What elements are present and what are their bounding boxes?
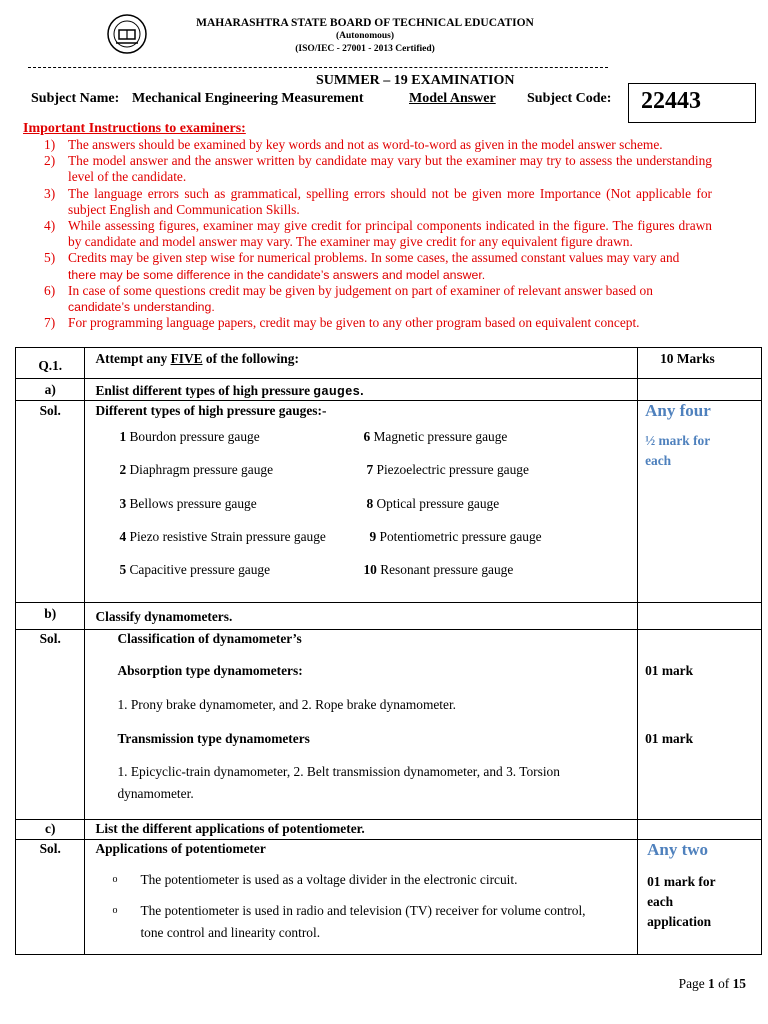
- bullet-icon: o: [112, 874, 118, 885]
- subject-code-value: 22443: [641, 88, 701, 114]
- subject-code-label: Subject Code:: [527, 91, 612, 106]
- subject-code-box: [628, 83, 756, 123]
- gauge-item: 4 Piezo resistive Strain pressure gauge: [119, 529, 326, 544]
- page-number: Page 1 of 15: [678, 976, 746, 991]
- gauge-item: 7 Piezoelectric pressure gauge: [366, 462, 529, 477]
- qa-sol-heading: Different types of high pressure gauges:-: [95, 403, 327, 418]
- subject-name-label: Subject Name:: [31, 91, 120, 106]
- qb-marks: 01 mark 01 mark: [638, 630, 762, 820]
- qa-marks: Any four ½ mark for each: [638, 401, 762, 603]
- instruction-item: 3) The language errors such as grammatical, spelling errors should not be given more Importance (Not applicable for subject English and Communication Skills.: [44, 185, 712, 217]
- subject-name-value: Mechanical Engineering Measurement: [132, 91, 364, 106]
- gauge-item: 9 Potentiometric pressure gauge: [369, 529, 542, 544]
- gauge-item: 8 Optical pressure gauge: [366, 496, 500, 511]
- gauge-item: 2 Diaphragm pressure gauge: [119, 462, 274, 477]
- board-name: MAHARASHTRA STATE BOARD OF TECHNICAL EDUCATION: [196, 17, 534, 29]
- q1-marks: 10 Marks: [638, 348, 762, 379]
- qc-question: List the different applications of potentiometer.: [85, 820, 638, 840]
- table-row: [16, 379, 762, 401]
- table-row: [16, 820, 762, 840]
- header-rule: [28, 67, 608, 68]
- instructions-heading: Important Instructions to examiners:: [23, 121, 246, 136]
- table-row: [16, 840, 762, 955]
- msbte-logo: [106, 13, 148, 55]
- gauge-item: 10 Resonant pressure gauge: [363, 562, 514, 577]
- model-answer-label: Model Answer: [409, 91, 496, 106]
- qc-solution: Applications of potentiometer o The potentiometer is used as a voltage divider in the electronic circuit. o The potentiometer is used in radio and television (TV) receiver for volume control, tone control and linearity control.: [85, 840, 638, 955]
- gauge-item: 3 Bellows pressure gauge: [119, 496, 257, 511]
- q1-instruction: Attempt any FIVE of the following:: [85, 348, 638, 379]
- qa-question: Enlist different types of high pressure gauges.: [85, 379, 638, 401]
- q1-label: Q.1.: [16, 348, 85, 379]
- board-certified: (ISO/IEC - 27001 - 2013 Certified): [295, 44, 435, 54]
- qc-label: c): [16, 820, 85, 840]
- qa-sol-label: Sol.: [16, 401, 85, 603]
- qb-sol-label: Sol.: [16, 630, 85, 820]
- instruction-item: 6) In case of some questions credit may be given by judgement on part of examiner of relevant answer based on candidate’s understanding.: [44, 282, 653, 315]
- qb-question: Classify dynamometers.: [85, 603, 638, 630]
- instruction-item: 5) Credits may be given step wise for numerical problems. In some cases, the assumed constant values may vary and there may be some difference in the candidate’s answers and model answer.: [44, 250, 680, 282]
- instruction-item: 1) The answers should be examined by key words and not as word-to-word as given in the model answer scheme.: [44, 137, 663, 152]
- instruction-item: 4) While assessing figures, examiner may give credit for principal components indicated in the figure. The figures drawn by candidate and model answer may vary. The examiner may give credit for any equivalent figure drawn.: [44, 218, 712, 250]
- bullet-icon: o: [112, 905, 118, 916]
- qa-label: a): [16, 379, 85, 401]
- instruction-item: 7) For programming language papers, credit may be given to any other program based on equivalent concept.: [44, 315, 640, 331]
- exam-title: SUMMER – 19 EXAMINATION: [316, 73, 515, 88]
- table-row: [16, 603, 762, 630]
- instruction-item: 2) The model answer and the answer written by candidate may vary but the examiner may try to assess the understanding level of the candidate.: [44, 153, 712, 185]
- qc-sol-label: Sol.: [16, 840, 85, 955]
- instructions-list: [44, 137, 712, 331]
- table-row: [16, 401, 762, 603]
- gauge-item: 1 Bourdon pressure gauge: [119, 429, 260, 444]
- qb-label: b): [16, 603, 85, 630]
- table-row: [16, 348, 762, 379]
- qc-marks: Any two 01 mark for each application: [638, 840, 762, 955]
- qb-solution: Classification of dynamometer’s Absorption type dynamometers: 1. Prony brake dynamometer, and 2. Rope brake dynamometer. Transmission type dynamometers 1. Epicyclic-train dynamometer, 2. Belt transmission dynamometer, and 3. Torsion dynamometer.: [85, 630, 638, 820]
- board-autonomous: (Autonomous): [335, 31, 395, 41]
- gauge-item: 5 Capacitive pressure gauge: [119, 562, 271, 577]
- qa-solution: [85, 401, 638, 603]
- table-row: [16, 630, 762, 820]
- answer-table: [15, 347, 762, 955]
- gauge-item: 6 Magnetic pressure gauge: [363, 429, 508, 444]
